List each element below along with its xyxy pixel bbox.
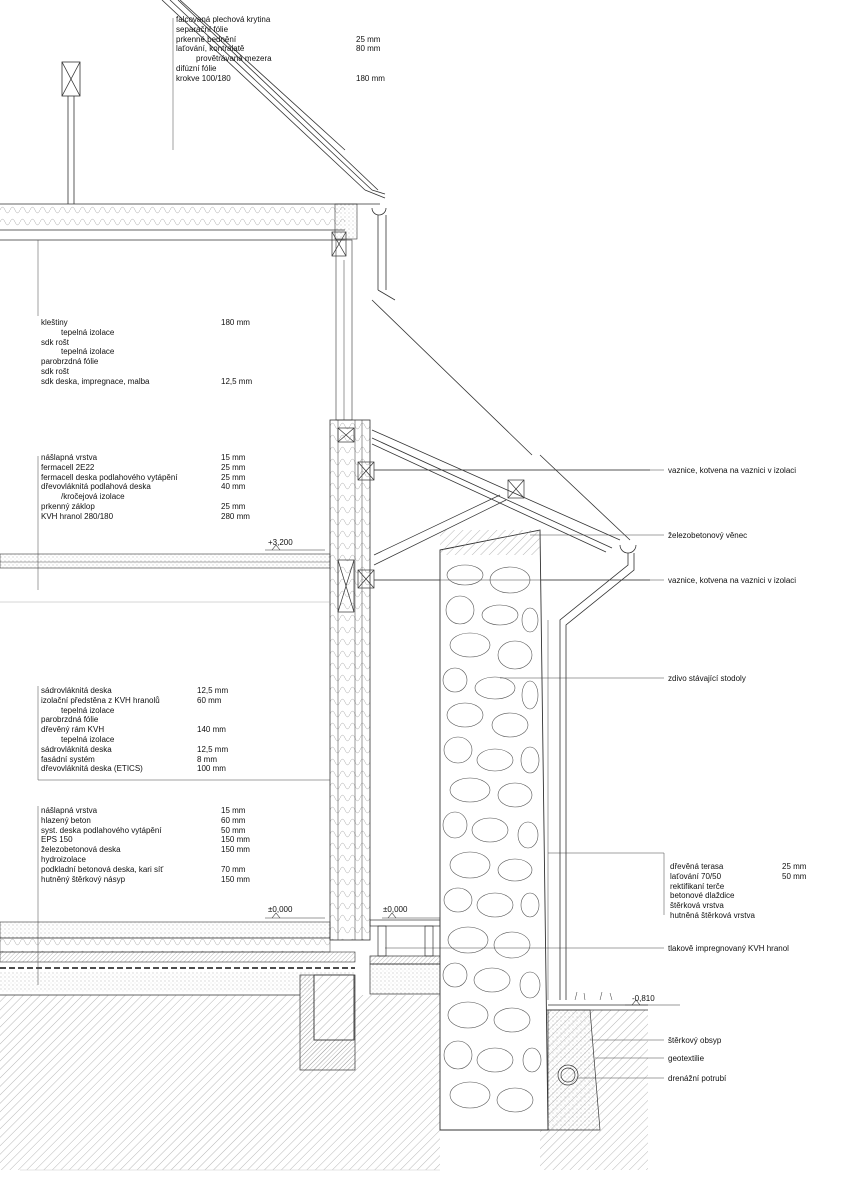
legend-value: 140 mm [197,725,226,735]
legend-value: 12,5 mm [197,686,229,695]
legend-value: 25 mm [221,472,246,482]
legend-text: hydroizolace [41,854,86,864]
legend-text: nášlapná vrstva [41,453,98,462]
legend-text: /kročejová izolace [61,492,125,502]
legend-value: 25 mm [782,862,807,871]
legend-text: prkenný záklop [41,501,95,511]
legend-text: fermacell 2E22 [41,462,95,472]
legend-text: tepelná izolace [61,347,115,357]
legend-text: fermacell deska podlahového vytápění [41,472,178,482]
legend-text: difúzní fólie [176,63,217,73]
terrace [370,920,440,994]
legend-text: dřevěný rám KVH [41,725,105,735]
intermediate-floor [0,554,330,602]
level-terrace: ±0,000 [383,905,408,914]
legend-text: sdk deska, impregnace, malba [41,376,150,386]
stone-wall [440,530,548,1130]
legend-value: 150 mm [221,874,250,884]
level-floor1: ±0,000 [268,905,293,914]
legend-value: 50 mm [221,825,246,835]
legend-text: laťování, kontralatě [176,44,245,54]
legend-value: 100 mm [197,764,226,774]
legend-text: nášlapná vrstva [41,806,98,815]
legend-value: 150 mm [221,835,250,845]
legend-text: podkladní betonová deska, kari síť [41,864,164,874]
legend-text: štěrková vrstva [670,901,724,911]
legend-text: KVH hranol 280/180 [41,511,114,521]
legend-value: 70 mm [221,864,246,874]
legend-text: izolační předstěna z KVH hranolů [41,695,160,705]
legend-value: 50 mm [782,871,807,881]
legend-text: prkenné bednění [176,34,237,44]
callout-barn-wall: zdivo stávající stodoly [668,674,746,683]
legend-text: falcovaná plechová krytina [176,15,271,24]
legend-value: 280 mm [221,511,250,521]
legend-value: 60 mm [221,815,246,825]
callout-purlin-top: vaznice, kotvena na vaznici v izolaci [668,466,797,475]
level-floor2: +3,200 [268,538,293,547]
callout-kvh-beam: tlakově impregnovaný KVH hranol [668,944,789,953]
legend-text: dřevěná terasa [670,862,724,871]
legend-text: kleštiny [41,318,68,327]
legend-text: sdk rošt [41,366,70,376]
legend-text: hlazený beton [41,815,91,825]
legend-text: hutněný štěrkový násyp [41,874,126,884]
legend-value: 25 mm [221,501,246,511]
callout-drain: drenážní potrubí [668,1074,727,1083]
legend-text: separační fólie [176,24,229,34]
legend-value: 180 mm [356,73,385,83]
legend-text: fasádní systém [41,754,95,764]
legend-text: železobetonová deska [41,845,121,855]
legend-text: krokve 100/180 [176,73,231,83]
level-ground: -0,810 [632,994,655,1003]
legend-value: 12,5 mm [197,744,229,754]
legend-text: EPS 150 [41,835,73,845]
legend-text: parobrzdná fólie [41,715,99,725]
legend-text: laťování 70/50 [670,871,722,881]
legend-text: tepelná izolace [61,327,115,337]
legend-value: 15 mm [221,806,246,815]
legend-value: 25 mm [221,462,246,472]
legend-text: provětrávaná mezera [196,54,272,64]
legend-text: rektifikaní terče [670,881,725,891]
legend-text: sádrovláknitá deska [41,686,112,695]
foundation [300,975,355,1070]
legend-text: syst. deska podlahového vytápění [41,825,162,835]
legend-value: 40 mm [221,482,246,492]
legend-text: hutněná štěrková vrstva [670,910,755,920]
legend-value: 80 mm [356,44,381,54]
legend-value: 8 mm [197,754,217,764]
legend-text: sádrovláknitá deska [41,744,112,754]
legend-text: tepelná izolace [61,705,115,715]
legend-value: 25 mm [356,34,381,44]
callout-gravel: štěrkový obsyp [668,1036,722,1045]
legend-text: betonové dlaždice [670,891,735,901]
callout-ring-beam: železobetonový věnec [668,531,748,540]
attic-insulation [0,204,345,230]
callout-geotextile: geotextilie [668,1054,705,1063]
legend-value: 180 mm [221,318,250,327]
vent-post [62,62,80,204]
legend-value: 12,5 mm [221,376,253,386]
main-wall [330,240,370,940]
legend-text: tepelná izolace [61,734,115,744]
legend-text: dřevovláknitá podlahová deska [41,482,151,492]
roof-lower [372,300,630,552]
legend-value: 60 mm [197,695,222,705]
callout-purlin-bottom: vaznice, kotvena na vaznici v izolaci [668,576,797,585]
legend-text: parobrzdná fólie [41,357,99,367]
legend-value: 15 mm [221,453,246,462]
legend-value: 150 mm [221,845,250,855]
legend-text: sdk rošt [41,337,70,347]
legend-text: dřevovláknitá deska (ETICS) [41,764,143,774]
